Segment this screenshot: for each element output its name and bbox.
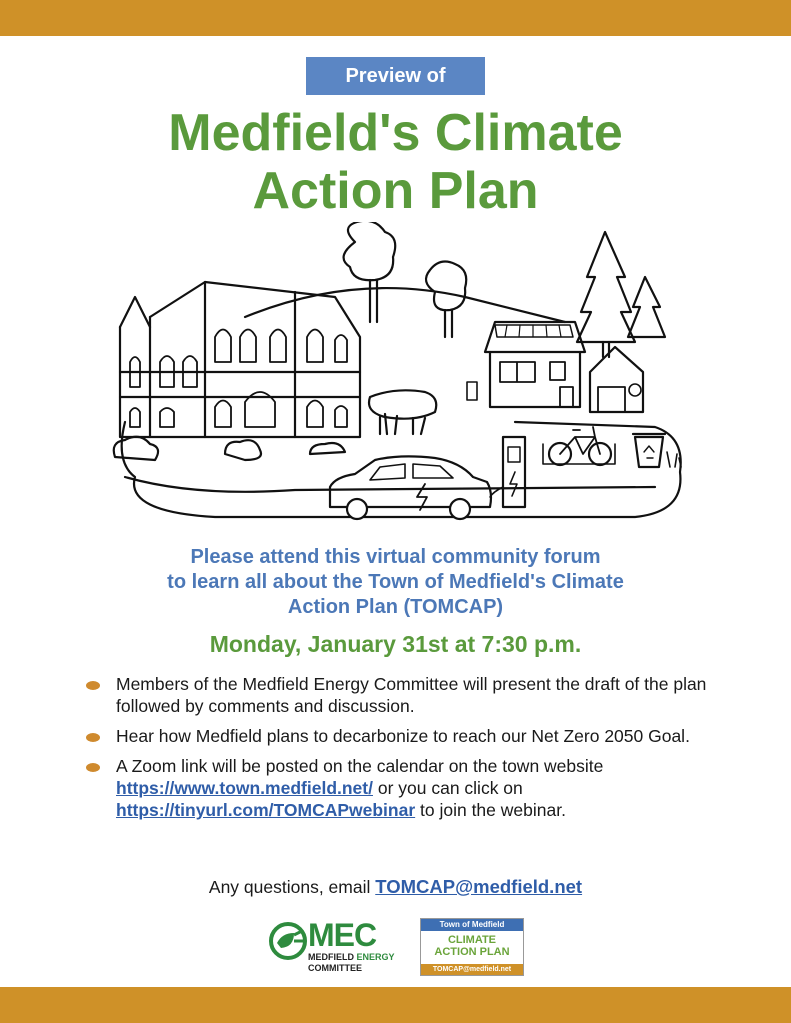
title-line-2: Action Plan: [252, 162, 539, 220]
mec-sub-line2: COMMITTEE: [308, 963, 362, 973]
event-date: Monday, January 31st at 7:30 p.m.: [209, 631, 582, 657]
bullet-list: [82, 673, 742, 829]
tomcap-logo: [420, 918, 524, 976]
preview-label: Preview of: [306, 57, 485, 95]
bullet-text-3-mid: or you can click on: [372, 778, 523, 798]
mec-name: MEC: [308, 917, 377, 953]
webinar-link[interactable]: https://tinyurl.com/TOMCAPwebinar: [116, 800, 416, 820]
questions-text: Any questions, email: [208, 877, 376, 897]
bullet-dot-icon: [86, 733, 100, 742]
questions-line: [0, 876, 791, 898]
bullet-text-1: Members of the Medfield Energy Committee will present the draft of the plan followed by comments and discussion.: [116, 674, 707, 716]
tomcap-logo-top: Town of Medfield: [421, 919, 523, 931]
bullet-dot-icon: [86, 681, 100, 690]
tomcap-logo-main: [421, 934, 523, 958]
bullet-text-3-post: to join the webinar.: [415, 800, 566, 820]
top-border-bar: [0, 0, 791, 36]
tomcap-logo-line2: ACTION PLAN: [434, 946, 510, 958]
intro-line-1: Please attend this virtual community forum: [190, 546, 601, 568]
bullet-text-2: Hear how Medfield plans to decarbonize to reach our Net Zero 2050 Goal.: [116, 726, 690, 746]
bottom-border-bar: [0, 987, 791, 1023]
list-item: [82, 673, 742, 717]
bullet-text-3-pre: A Zoom link will be posted on the calendar on the town website: [116, 756, 604, 776]
email-link[interactable]: TOMCAP@medfield.net: [375, 876, 583, 897]
mec-subtitle: [308, 952, 395, 974]
plug-leaf-icon: [268, 921, 308, 961]
bullet-dot-icon: [86, 763, 100, 772]
list-item: [82, 725, 742, 747]
tomcap-logo-bottom: TOMCAP@medfield.net: [421, 964, 523, 975]
tomcap-logo-line1: CLIMATE: [447, 934, 497, 946]
mec-sub-line1a: MEDFIELD: [308, 952, 357, 962]
town-website-link[interactable]: https://www.town.medfield.net/: [116, 778, 373, 798]
intro-line-3: Action Plan (TOMCAP): [287, 596, 504, 618]
town-illustration: [95, 222, 695, 530]
mec-sub-line1b: ENERGY: [356, 952, 395, 962]
list-item: [82, 755, 742, 821]
page-title: [0, 104, 791, 220]
intro-text: [60, 545, 731, 620]
mec-logo: [268, 917, 408, 981]
title-line-1: Medfield's Climate: [168, 104, 623, 162]
intro-line-2: to learn all about the Town of Medfield's Climate: [167, 571, 624, 593]
